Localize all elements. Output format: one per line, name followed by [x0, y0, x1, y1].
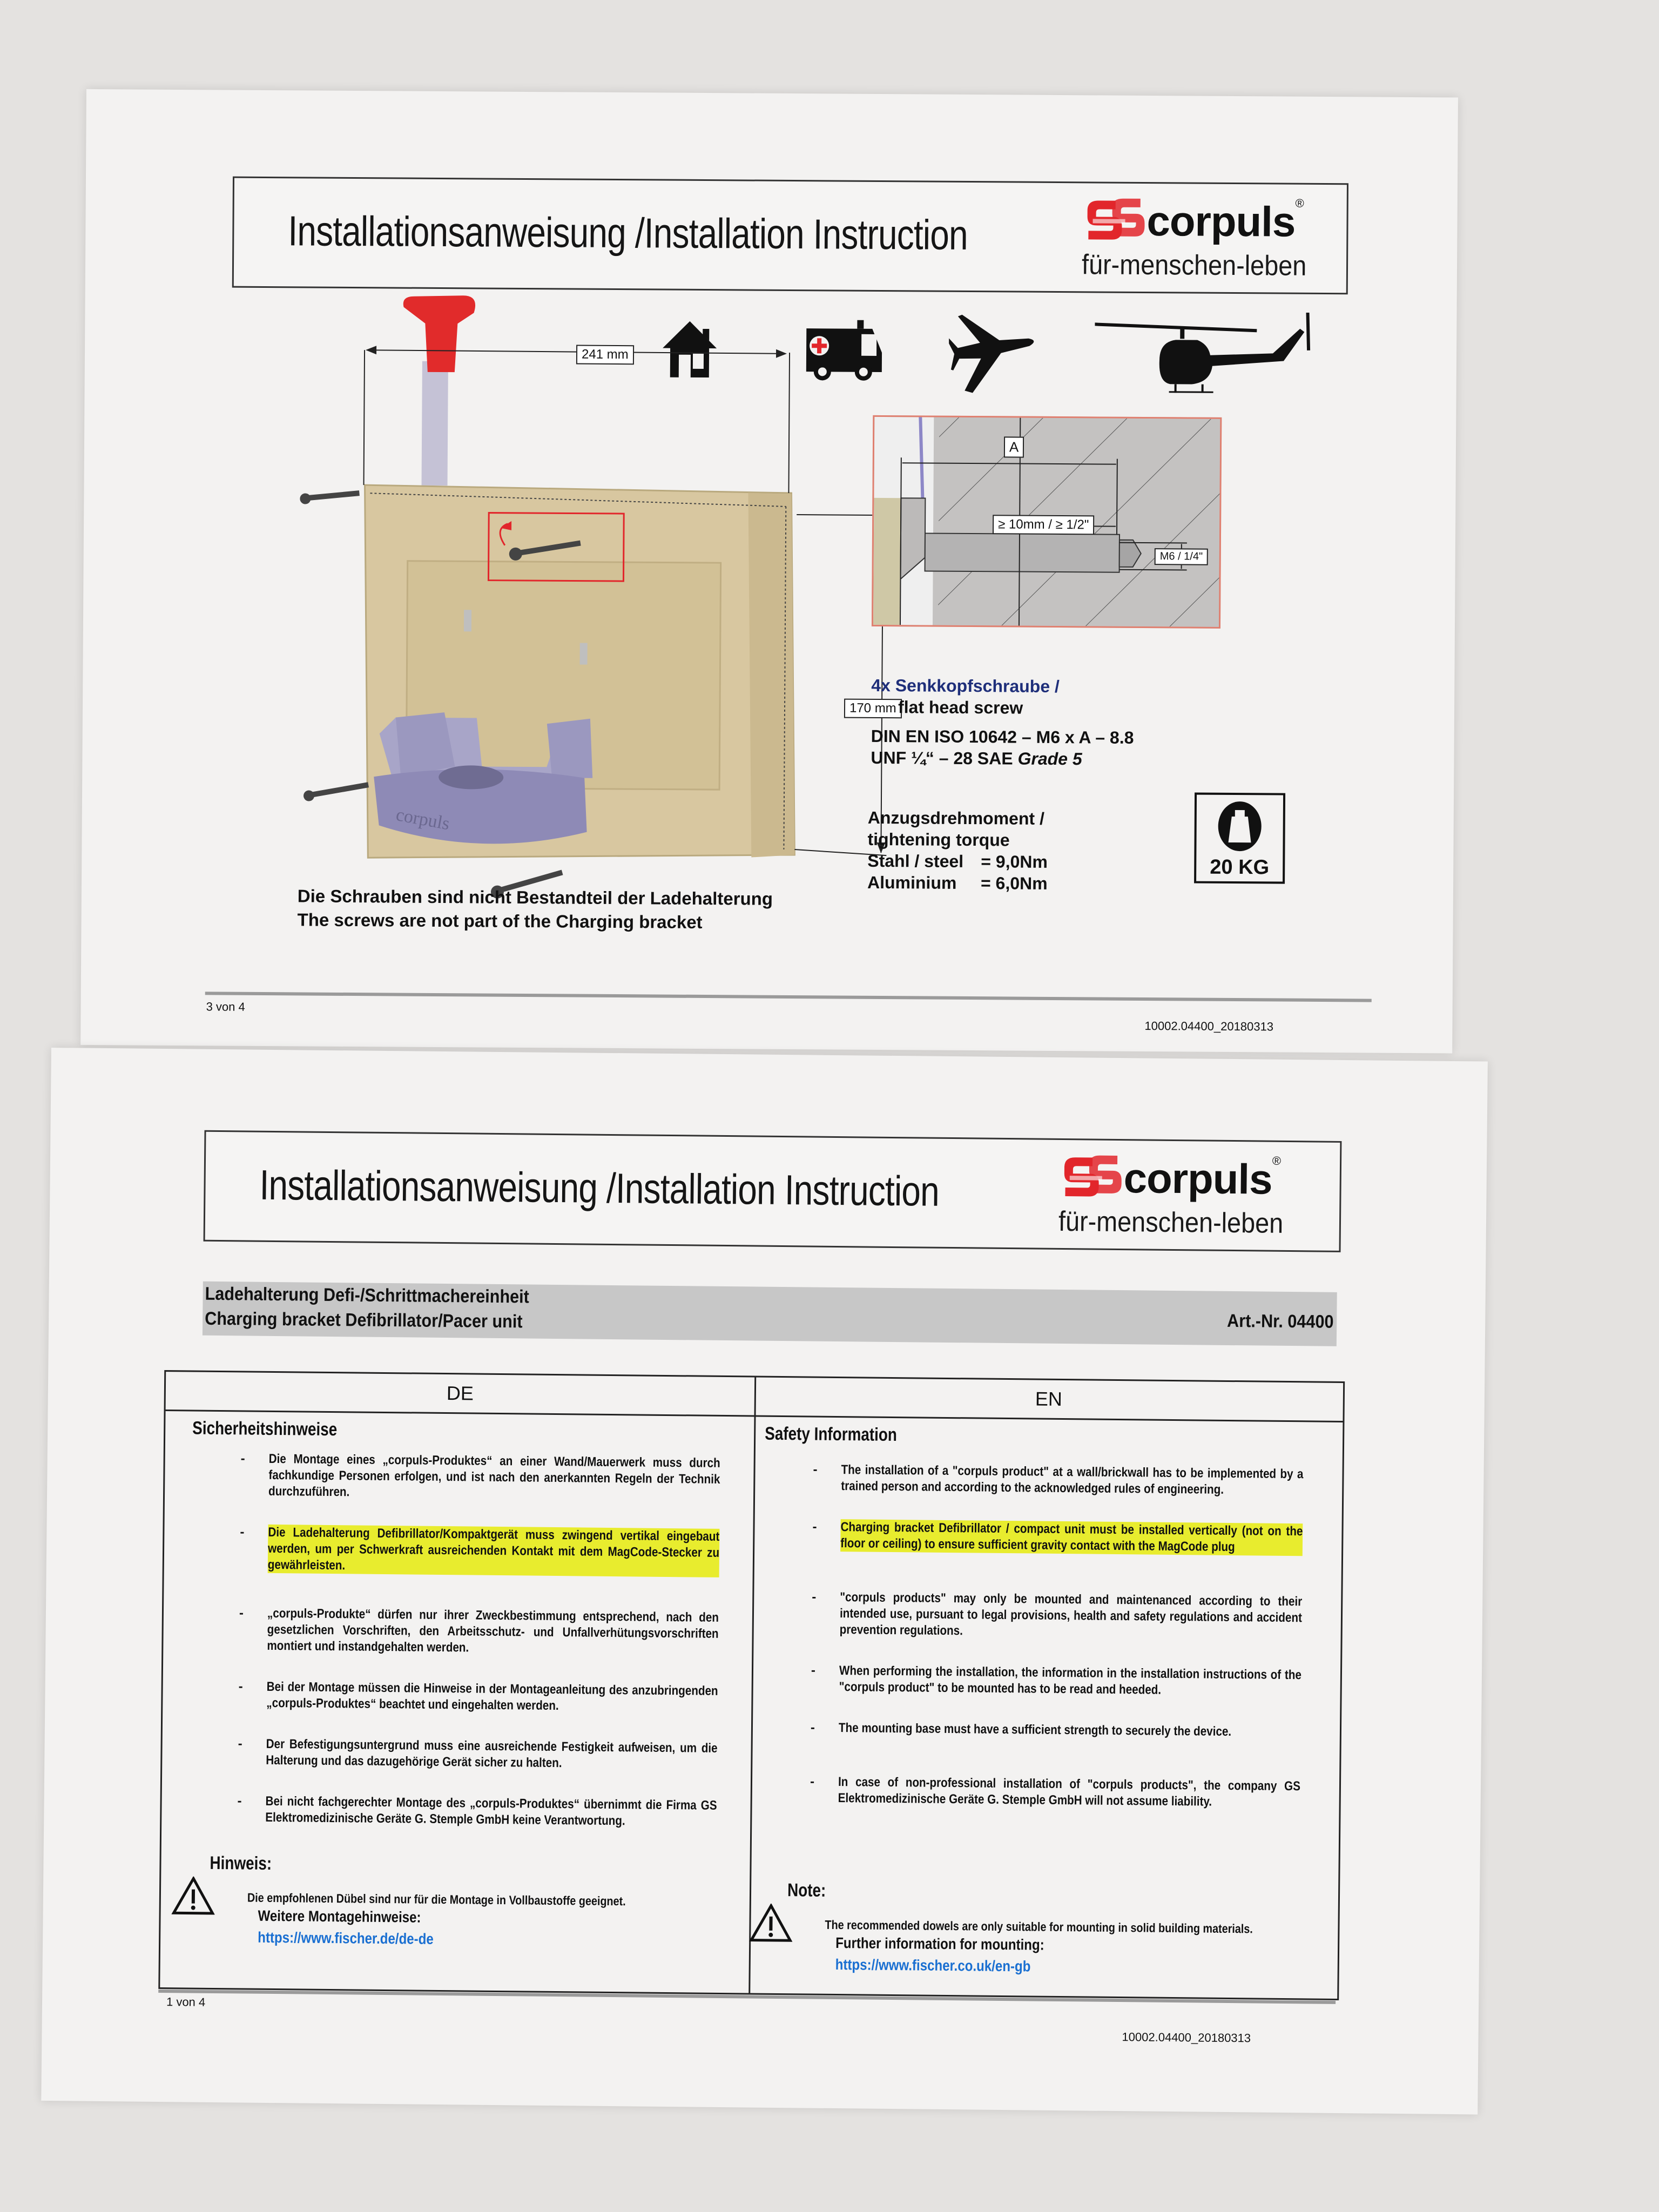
- logo-tagline: für-menschen-leben: [1058, 1205, 1284, 1239]
- bullet-item-highlighted: - Charging bracket Defibrillator / compact unit must be installed vertically (not on the floor or ceiling) to ensure sufficient gravity contact with the MagCode plug: [807, 1519, 1304, 1556]
- product-banner: [203, 1282, 1337, 1346]
- page-title: Installationsanweisung /Installation Instruction: [259, 1161, 940, 1215]
- note-de: Hinweis: Die empfohlenen Dübel sind nur für die Montage in Vollbaustoffe geeignet. Weitere Montagehinweise: https://www.fischer.de/de-de: [171, 1852, 687, 1950]
- bullet-item-highlighted: - Die Ladehalterung Defibrillator/Kompaktgerät muss zwingend vertikal eingebaut werden, um per Schwerkraft ausreichenden Kontakt mit dem MagCode-Stecker zu gewährleisten.: [234, 1524, 721, 1577]
- torque-row-steel: Stahl / steel = 9,0Nm: [867, 851, 1048, 872]
- torque-row-aluminium: Aluminium = 6,0Nm: [867, 872, 1048, 893]
- page-header: [232, 177, 1348, 295]
- article-number: Art.-Nr. 04400: [1226, 1310, 1334, 1332]
- document-page-1: [41, 1048, 1488, 2114]
- document-id: 10002.04400_20180313: [1122, 2030, 1251, 2045]
- bullet-item: - Der Befestigungsuntergrund muss eine ausreichende Festigkeit aufweisen, um die Halterung und das dazugehörige Gerät sicher zu halten.: [238, 1736, 718, 1771]
- column-de: [160, 1372, 756, 1993]
- column-header-de: DE: [166, 1372, 755, 1417]
- screws-not-included-caption: Die Schrauben sind nicht Bestandteil der Ladehalterung The screws are not part of the Charging bracket: [297, 886, 773, 932]
- bullet-item: - "corpuls products" may only be mounted and maintenanced according to their intended use, pursuant to legal provisions, health and safety regulations and accident prevention regulations.: [812, 1589, 1303, 1638]
- min-depth-label: ≥ 10mm / ≥ 1/2": [993, 515, 1094, 535]
- logo-tagline: für-menschen-leben: [1081, 249, 1307, 282]
- page-header: [204, 1130, 1342, 1252]
- corpuls-logo-mark-icon: [1082, 195, 1147, 247]
- bullet-item: - Bei nicht fachgerechter Montage des „corpuls-Produktes“ übernimmt die Firma GS Elektromedizinische Geräte G. Stemple GmbH keine Verantwortung.: [237, 1793, 717, 1829]
- logo-brand-text: corpuls: [1123, 1154, 1272, 1203]
- product-name-en: Charging bracket Defibrillator/Pacer unit: [205, 1308, 523, 1332]
- height-dimension-label: 170 mm: [844, 699, 902, 719]
- fischer-uk-link[interactable]: https://www.fischer.co.uk/en-gb: [835, 1956, 1031, 1975]
- document-id: 10002.04400_20180313: [1144, 1019, 1274, 1034]
- bracket-figure: [297, 290, 928, 963]
- column-header-en: EN: [754, 1378, 1343, 1422]
- bullet-item: - In case of non-professional installation of "corpuls products", the company GS Elektromedizinische Geräte G. Stemple GmbH will not assume liability.: [810, 1774, 1301, 1809]
- page-number: 3 von 4: [206, 1000, 245, 1014]
- width-dimension-label: 241 mm: [576, 345, 634, 365]
- tightening-torque: Anzugsdrehmoment / tightening torque Stahl / steel = 9,0Nm Aluminium = 6,0Nm: [867, 807, 1048, 893]
- screw-cross-section-detail: [872, 415, 1222, 629]
- svg-text:corpuls: corpuls: [394, 804, 451, 834]
- airplane-icon: [949, 305, 1041, 400]
- section-title-de: Sicherheitshinweise: [192, 1418, 338, 1440]
- helicopter-icon: [1095, 311, 1322, 396]
- safety-table: [158, 1370, 1345, 2000]
- page-title: Installationsanweisung /Installation Instruction: [288, 207, 968, 259]
- bullet-item: - The installation of a "corpuls product" at a wall/brickwall has to be implemented by a trained person and according to the acknowledged rules of engineering.: [813, 1462, 1304, 1497]
- bullet-item: - Bei der Montage müssen die Hinweise in der Montageanleitung des anzubringenden „corpuls-Produktes“ beachtet und eingehalten werden.: [238, 1679, 718, 1714]
- corpuls-logo-mark-icon: [1058, 1152, 1124, 1204]
- weight-icon: [1215, 798, 1264, 853]
- page-number: 1 von 4: [166, 1995, 206, 2009]
- note-en: Note: The recommended dowels are only suitable for mounting in solid building materials. Further information for mounting: https://www.fischer.co.uk/en-gb: [749, 1879, 1323, 1978]
- document-page-3: [80, 89, 1458, 1053]
- section-title-en: Safety Information: [765, 1423, 898, 1446]
- corpuls-logo: corpuls® für-menschen-leben: [1082, 195, 1332, 282]
- corpuls-logo: corpuls® für-menschen-leben: [1058, 1152, 1309, 1240]
- bullet-list-de: [232, 1451, 721, 1855]
- column-en: [748, 1378, 1343, 1999]
- bullet-item: - The mounting base must have a sufficient strength to securely the device.: [810, 1720, 1232, 1739]
- screw-specification: 4x Senkkopfschraube / flat head screw DIN EN ISO 10642 – M6 x A – 8.8 UNF ¼“ – 28 SAE Grade 5: [871, 675, 1134, 769]
- warning-triangle-icon: [749, 1903, 793, 1943]
- bullet-item: - „corpuls-Produkte“ dürfen nur ihrer Zweckbestimmung entsprechend, nach den gesetzlichen Vorschriften, den Arbeitsschutz- und Unfallverhütungsvorschriften montiert und instandgehalten werden.: [239, 1606, 719, 1655]
- fischer-de-link[interactable]: https://www.fischer.de/de-de: [258, 1928, 434, 1947]
- depth-a-label: A: [1004, 436, 1024, 457]
- thread-size-label: M6 / 1/4": [1155, 548, 1209, 565]
- bullet-list-en: [804, 1461, 1305, 1836]
- logo-brand-text: corpuls: [1147, 197, 1296, 246]
- bullet-item: - When performing the installation, the information in the installation instructions of the "corpuls product" to be mounted has to be read and heeded.: [811, 1663, 1302, 1697]
- bullet-item: - Die Montage eines „corpuls-Produktes“ an einer Wand/Mauerwerk muss durch fachkundige Personen erfolgen, und ist nach den anerkannten Regeln der Technik durchzuführen.: [240, 1451, 720, 1500]
- warning-triangle-icon: [172, 1876, 215, 1916]
- footer-divider: [205, 992, 1372, 1002]
- max-weight-box: 20 KG: [1194, 793, 1285, 884]
- product-name-de: Ladehalterung Defi-/Schrittmachereinheit: [205, 1283, 530, 1307]
